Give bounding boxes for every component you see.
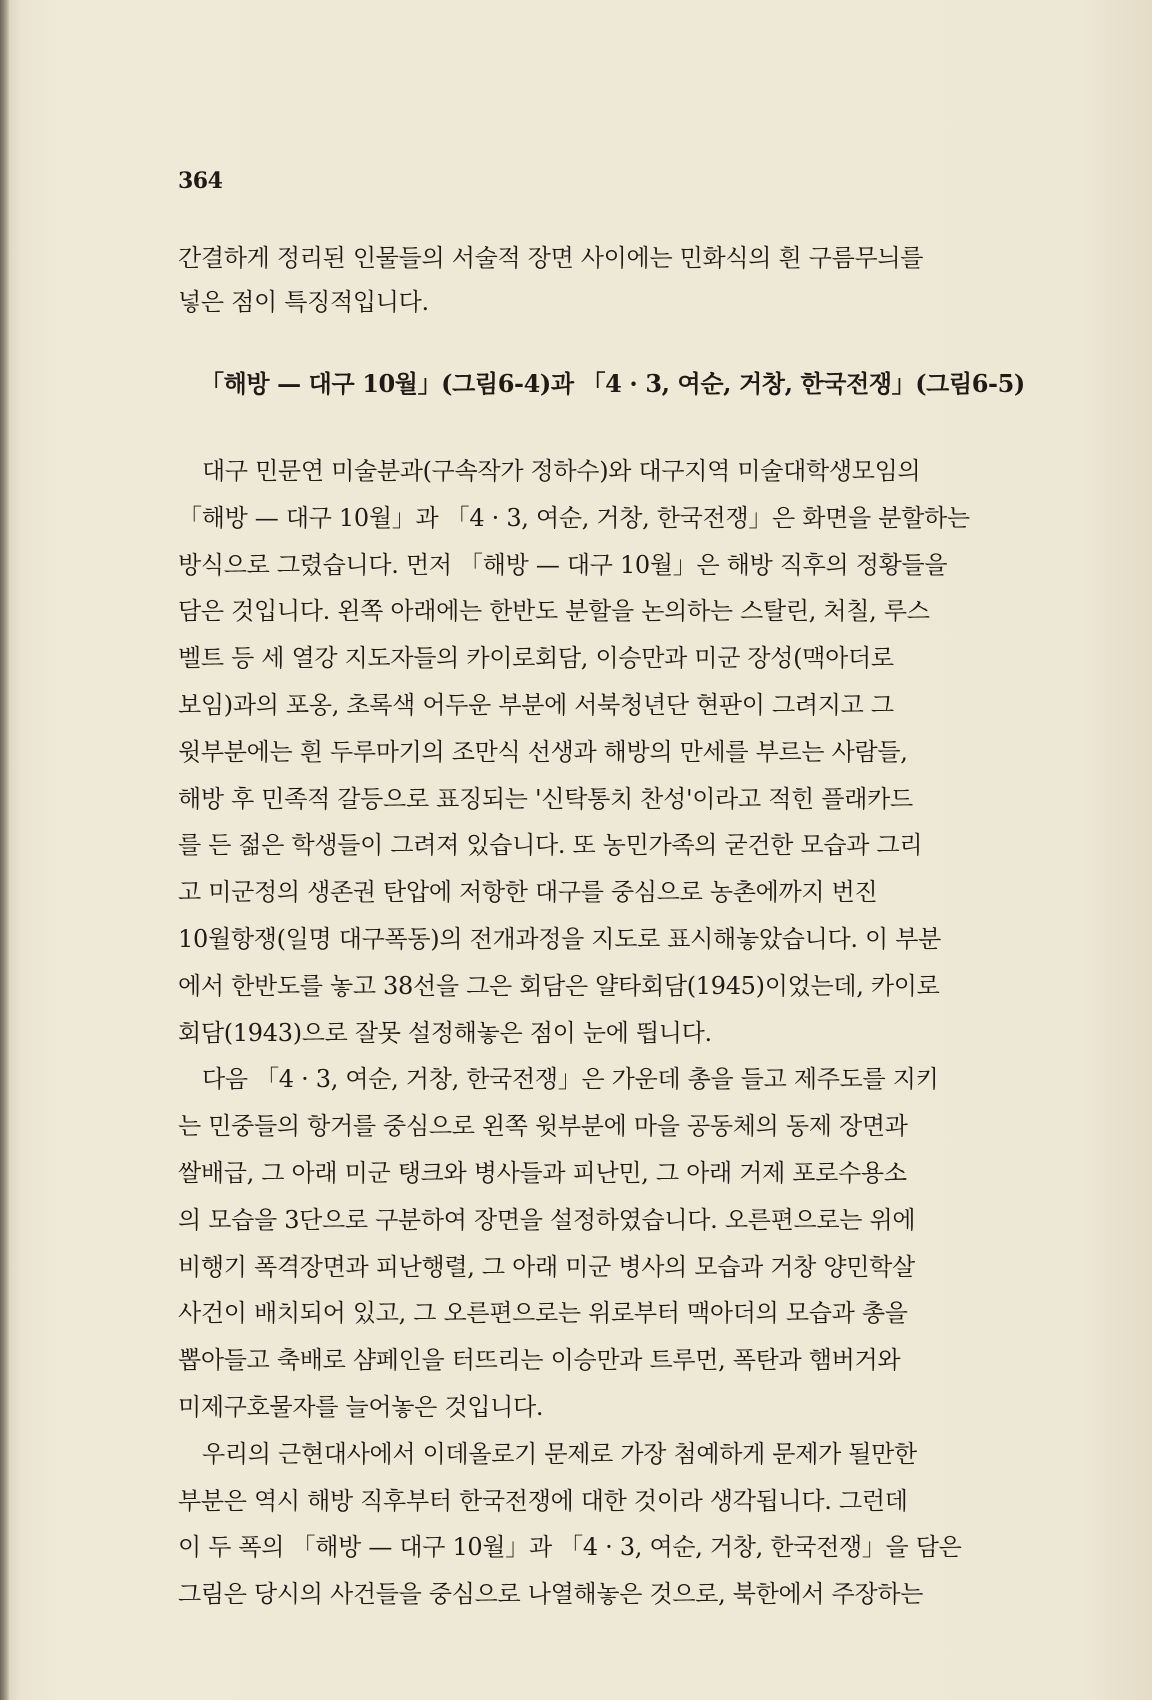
section-heading: 「해방 — 대구 10월」(그림6-4)과 「4 · 3, 여순, 거창, 한국전쟁」(그림6-5) (200, 369, 1025, 398)
text-line: 「해방 — 대구 10월」과 「4 · 3, 여순, 거창, 한국전쟁」은 화면을 분할하는 (178, 503, 970, 532)
text-line: 쌀배급, 그 아래 미군 탱크와 병사들과 피난민, 그 아래 거제 포로수용소 (178, 1158, 907, 1187)
text-line: 우리의 근현대사에서 이데올로기 문제로 가장 첨예하게 문제가 될만한 (202, 1439, 917, 1468)
text-line: 보임)과의 포옹, 초록색 어두운 부분에 서북청년단 현판이 그려지고 그 (178, 690, 894, 719)
book-spine-shadow (0, 0, 10, 1700)
text-line: 담은 것입니다. 왼쪽 아래에는 한반도 분할을 논의하는 스탈린, 처칠, 루스 (178, 597, 930, 626)
text-line: 대구 민문연 미술분과(구속작가 정하수)와 대구지역 미술대학생모임의 (202, 457, 921, 485)
text-line: 고 미군정의 생존권 탄압에 저항한 대구를 중심으로 농촌에까지 번진 (178, 878, 878, 907)
text-line: 넣은 점이 특징적입니다. (178, 288, 429, 316)
text-line: 에서 한반도를 놓고 38선을 그은 회담은 얄타회담(1945)이었는데, 카이로 (178, 971, 940, 1000)
text-line: 다음 「4 · 3, 여순, 거창, 한국전쟁」은 가운데 총을 들고 제주도를 지키 (202, 1065, 939, 1094)
text-line: 벨트 등 세 열강 지도자들의 카이로회담, 이승만과 미군 장성(맥아더로 (178, 644, 894, 673)
intro-text (178, 236, 978, 324)
text-line: 미제구호물자를 늘어놓은 것입니다. (178, 1392, 544, 1421)
body-text (178, 448, 978, 1618)
text-line: 부분은 역시 해방 직후부터 한국전쟁에 대한 것이라 생각됩니다. 그런데 (178, 1486, 908, 1515)
text-line: 해방 후 민족적 갈등으로 표징되는 '신탁통치 찬성'이라고 적힌 플래카드 (178, 784, 913, 813)
paragraph-3 (178, 1431, 978, 1618)
text-line: 를 든 젊은 학생들이 그려져 있습니다. 또 농민가족의 굳건한 모습과 그리 (178, 831, 923, 860)
text-line: 윗부분에는 흰 두루마기의 조만식 선생과 해방의 만세를 부르는 사람들, (178, 737, 908, 766)
text-line: 10월항쟁(일명 대구폭동)의 전개과정을 지도로 표시해놓았습니다. 이 부분 (178, 924, 942, 953)
paragraph-1 (178, 448, 978, 1056)
paragraph-2 (178, 1056, 978, 1430)
text-line: 방식으로 그렸습니다. 먼저 「해방 — 대구 10월」은 해방 직후의 정황들을 (178, 550, 948, 579)
text-line: 비행기 폭격장면과 피난행렬, 그 아래 미군 병사의 모습과 거창 양민학살 (178, 1252, 915, 1281)
text-line: 그림은 당시의 사건들을 중심으로 나열해놓은 것으로, 북한에서 주장하는 (178, 1580, 924, 1609)
text-line: 의 모습을 3단으로 구분하여 장면을 설정하였습니다. 오른편으로는 위에 (178, 1205, 916, 1234)
text-line: 간결하게 정리된 인물들의 서술적 장면 사이에는 민화식의 흰 구름무늬를 (178, 244, 924, 272)
page-number: 364 (178, 168, 223, 194)
text-line: 뽑아들고 축배로 샴페인을 터뜨리는 이승만과 트루먼, 폭탄과 햄버거와 (178, 1346, 901, 1375)
text-line: 사건이 배치되어 있고, 그 오른편으로는 위로부터 맥아더의 모습과 총을 (178, 1299, 908, 1328)
text-line: 회담(1943)으로 잘못 설정해놓은 점이 눈에 띕니다. (178, 1018, 712, 1047)
text-line: 는 민중들의 항거를 중심으로 왼쪽 윗부분에 마을 공동체의 동제 장면과 (178, 1112, 908, 1141)
text-line: 이 두 폭의 「해방 — 대구 10월」과 「4 · 3, 여순, 거창, 한국전쟁」을 담은 (178, 1533, 962, 1562)
